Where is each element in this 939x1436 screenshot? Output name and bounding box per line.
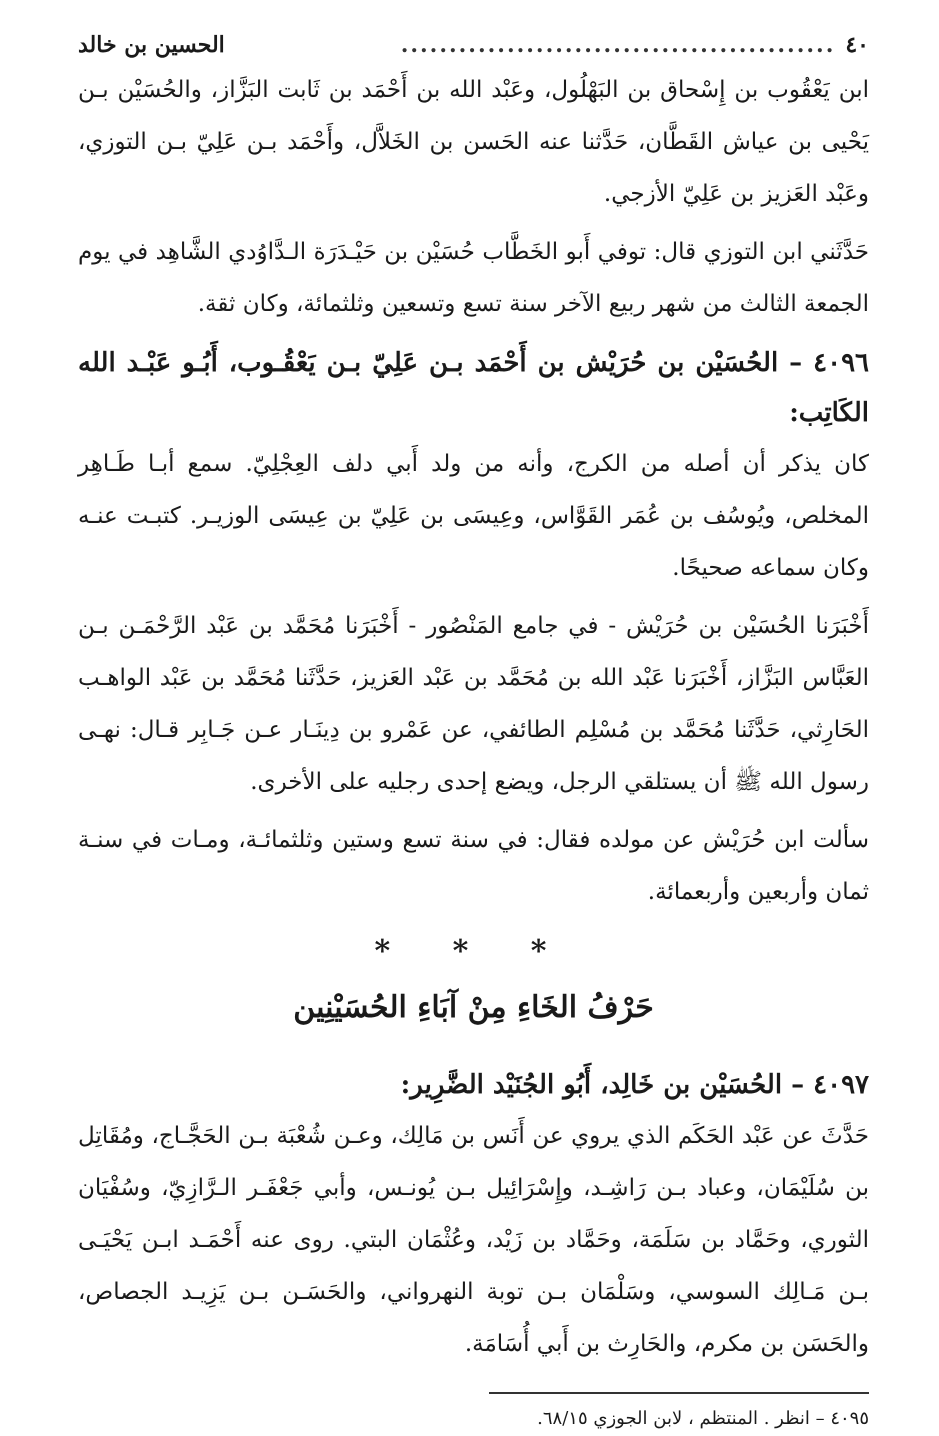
paragraph: حَدَّثَ عن عَبْد الحَكَم الذي يروي عن أَنَس بن مَالِك، وعـن شُعْبَة بـن الحَجَّـاج، ومُقَاتِل بن سُلَيْمَان، وعباد بـن رَاشِـد، وإِسْرَائِيل بـن يُونـس، وأبي جَعْفَـر الـرَّازِيّ، وسُفْيَان الثوري، وحَمَّاد بن سَلَمَة، وحَمَّاد بن زَيْد، وعُثْمَان البتي. روى عنه أَحْمَـد ابـن يَحْيَـى بـن مَـالِك السوسي، وسَلْمَان بـن توبة النهرواني، والحَسَـن بـن يَزِيـد الجصاص، والحَسَن بن مكرم، والحَارِث بن أَبي أُسَامَة. (78, 1123, 869, 1357)
footnote: ٤٠٩٥ – انظر . المنتظم ، لابن الجوزي ٦٨/١٥. (537, 1408, 869, 1429)
footnote-rule (489, 1392, 869, 1394)
paragraph: ابن يَعْقُوب بن إِسْحاق بن البَهْلُول، وعَبْد الله بن أَحْمَد بن ثَابت البَزَّاز، والحُسَيْن بـن يَحْيى بن عياش القَطَّان، حَدَّثنا عنه الحَسن بن الخَلاَّل، وأَحْمَد بـن عَلِيّ بـن التوزي، وعَبْد العَزيز بن عَلِيّ الأزجي. (78, 77, 869, 207)
page-number: ٤٠ (845, 32, 869, 58)
paragraph: أَخْبَرَنا الحُسَيْن بن حُرَيْش - في جامع المَنْصُور - أَخْبَرَنا مُحَمَّد بن عَبْد الرَّحْمَـن بـن العَبَّاس البَزَّاز، أَخْبَرَنا عَبْد الله بن مُحَمَّد بن عَبْد العَزيز، حَدَّثَنا مُحَمَّد بن عَبْد الواهـب الحَارِثي، حَدَّثَنا مُحَمَّد بن مُسْلِم الطائفي، عن عَمْرو بن دِينَـار عـن جَـابِر قـال: نهـى رسول الله ﷺ أن يستلقي الرجل، ويضع إحدى رجليه على الأخرى. (78, 613, 869, 795)
running-header (78, 28, 869, 64)
paragraph: سألت ابن حُرَيْش عن مولده فقال: في سنة تسع وستين وثلثمائـة، ومـات في سنـة ثمان وأربعين وأربعمائة. (78, 827, 869, 905)
section-separator: * * * (374, 934, 573, 969)
entry-heading-4096: ٤٠٩٦ – الحُسَيْن بن حُرَيْش بن أَحْمَد بـن عَلِيّ بـن يَعْقُـوب، أَبُـو عَبْـد الله الكَاتِب: (78, 348, 869, 428)
chapter-title: حَرْفُ الخَاءِ مِنْ آبَاءِ الحُسَيْنِين (293, 990, 654, 1025)
paragraph: حَدَّثَني ابن التوزي قال: توفي أَبو الخَطَّاب حُسَيْن بن حَيْـدَرَة الـدَّاوُدي الشَّاهِد في يوم الجمعة الثالث من شهر ربيع الآخر سنة تسع وتسعين وثلثمائة، وكان ثقة. (78, 239, 869, 317)
entry-heading-4097: ٤٠٩٧ – الحُسَيْن بن خَالِد، أَبُو الجُنَيْد الضَّرِير: (400, 1070, 869, 1100)
paragraph: كان يذكر أن أصله من الكرج، وأنه من ولد أَبي دلف العِجْلِيّ. سمع أبـا طَـاهِر المخلص، ويُوسُف بن عُمَر القَوَّاس، وعِيسَى بن عَلِيّ بن عِيسَى الوزيـر. كتبـت عنـه وكان سماعه صحيحًا. (78, 451, 869, 581)
leader-dots: ............................................. (400, 32, 836, 58)
running-title: الحسين بن خالد (78, 32, 225, 58)
